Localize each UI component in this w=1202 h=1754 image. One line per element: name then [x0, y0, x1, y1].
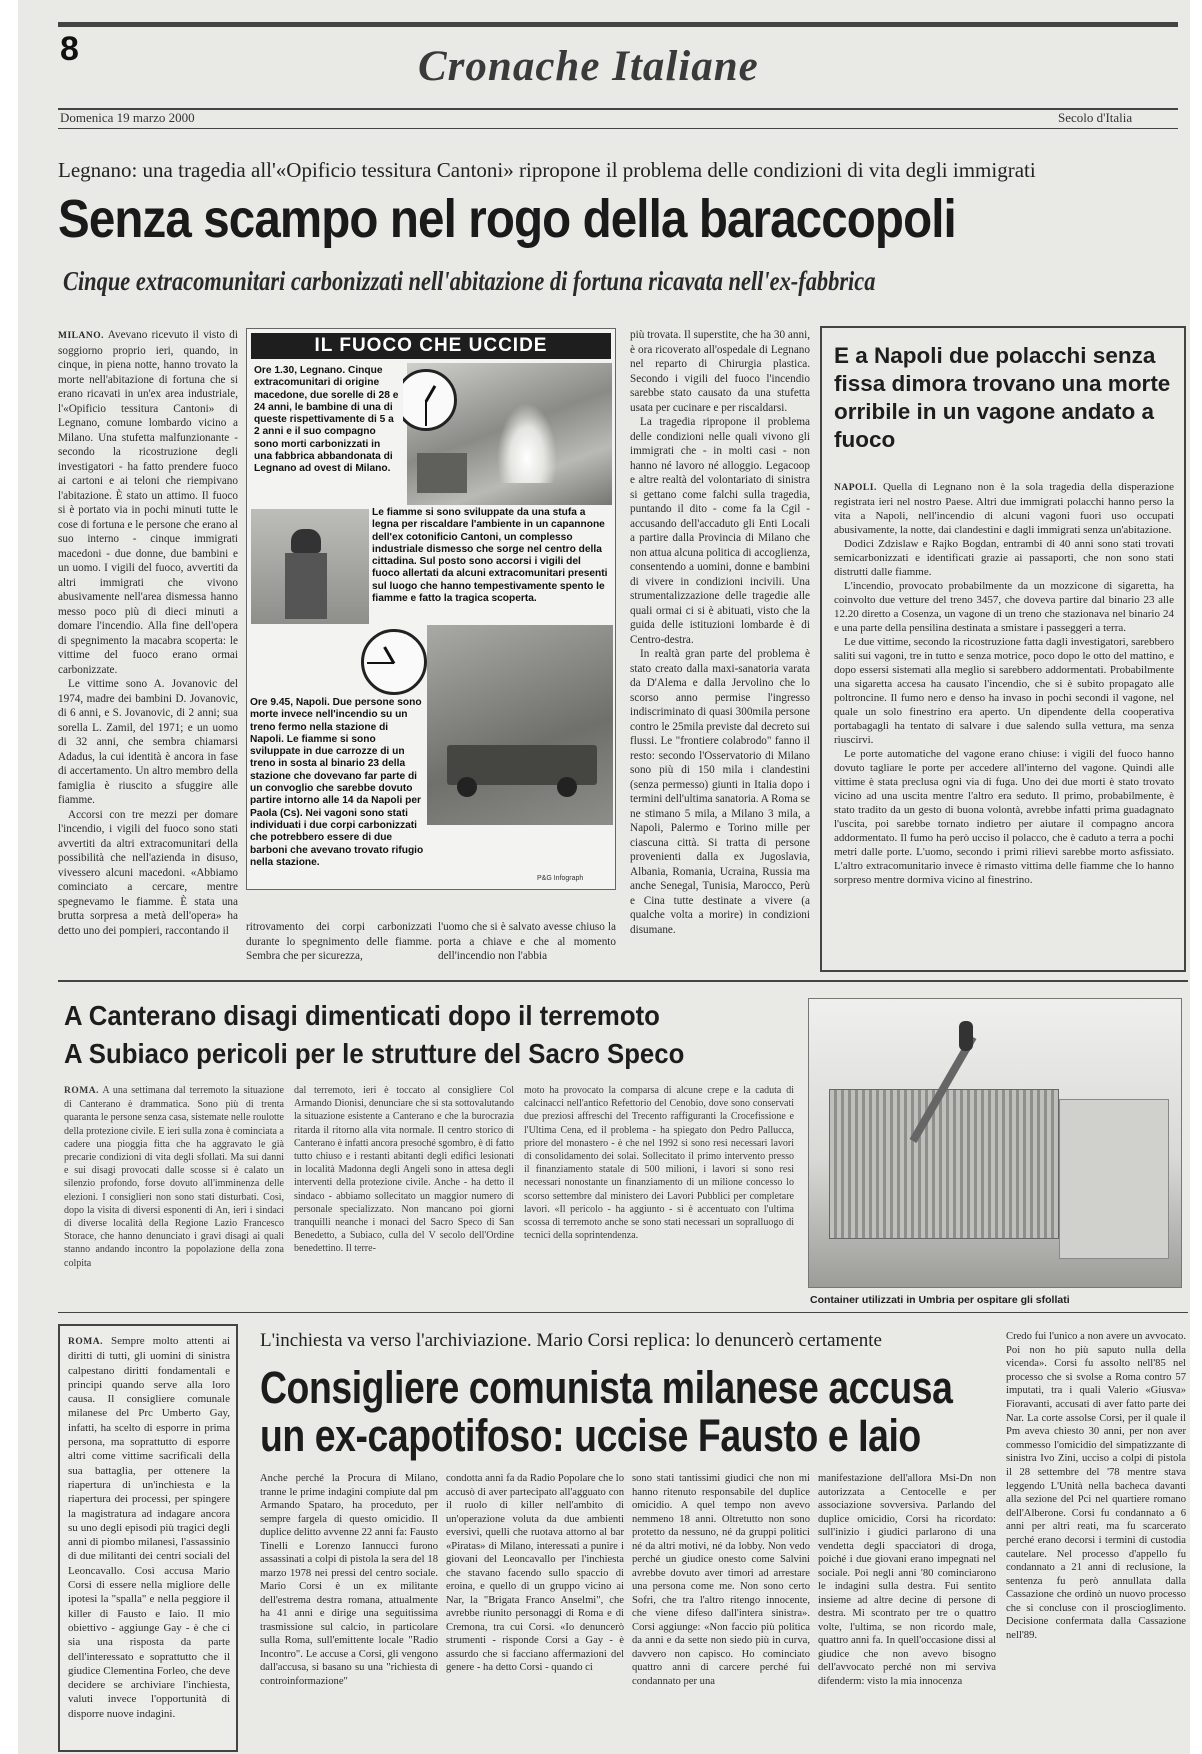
corsi-column-3: sono stati tantissimi giudici che non mi hanno ritenuto responsabile del duplice omicidio. A quel tempo non avevo nemmeno 18 anni. Oltretutto non sono protetto da nessuno, né da gruppi politici né da altri motivi, né da lobby. Non vedo perché un giudice onesto come Salvini avrebbe dovuto aver timori ad arrestare una persona come me. Non sono certo Sofri, che tra l'altro ritengo innocente, che viene difeso dall'intera sinistra». Corsi aggiunge: «Non faccio più politica da anni e da sette non siedo più in curva, davvero non capisco. Ho cominciato quattro anni di carcere perché fui condannato per una: [632, 1473, 810, 1687]
infographic-block-2: Le fiamme si sono sviluppate da una stufa a legna per riscaldare l'ambiente in un capannone dell'ex cotonificio Cantoni, un complesso industriale dismesso che sorge nel centro della cittadina. Sul posto sono accorsi i vigili del fuoco allertati da alcuni extracomunitari presenti sul luogo che hanno tempestivamente spento le fiamme e fatto la tragica scoperta.: [369, 505, 613, 623]
corsi-column-right: Credo fui l'unico a non avere un avvocato. Poi non ho più saputo nulla della vicenda». Corsi fu assolto nell'85 nel processo che si svolse a Roma contro 57 imputati, tra i quali Valerio «Giusva» Fioravanti, accusati di aver fatto parte dei Nar. La corte assolse Corsi, per il quale il Pm aveva chiesto 30 anni, per non aver commesso l'omicidio del simpatizzante di sinistra Ivo Zini, ucciso a colpi di pistola il 28 settembre del '78 mentre stava leggendo L'Unità nella bacheca davanti alla sezione del Pci nel quartiere romano dell'Alberone. Corsi fu condannato a 6 anni per altri reati, ma fu scarcerato perché erano decorsi i termini di custodia cautelare. Nel processo d'appello fu condannato a 21 anni di reclusione, la sentenza fu però annullata dalla Cassazione che ordinò un nuovo processo che si concluse con il proscioglimento. Decisione confermata dalla Cassazione nell'89.: [1006, 1331, 1186, 1642]
lead-col4-text: più trovata. Il superstite, che ha 30 anni, è ora ricoverato all'ospedale di Legnano nel reparto di Chirurgia plastica. Secondo i vigili del fuoco l'incendio sarebbe stato causato da una stufetta usata per cucinare e per riscaldarsi.: [630, 329, 810, 414]
firefighter-illustration: [251, 509, 369, 624]
canterano-headline-1: A Canterano disagi dimenticati dopo il terremoto: [64, 1000, 660, 1031]
lead-col4c-text: In realtà gran parte del problema è stato creato dalla maxi-sanatoria varata da D'Alema e dalla Jervolino che lo scorso anno permise l'ingresso indiscriminato di quasi 300mila persone contro le 25mila previste dal decreto sui flussi. Le "frontiere colabrodo" fanno il resto: secondo l'Osservatorio di Milano sono più di 150 mila i clandestini (senza permesso) giunti in Italia dopo i termini dell'ultima sanatoria. A Roma se ne stimano 5 mila, a Milano 3 mila, a Napoli, Palermo e Torino mille per ciascuna città. Si tratta di persone provenienti dalla ex Jugoslavia, Albania, Romania, Ucraina, Russia ma anche Senegal, Tunisia, Marocco, Perù e Cina tutte destinate a vivere (a qualche volta a morire) in condizioni disumane.: [630, 648, 810, 936]
page-number: 8: [60, 30, 79, 68]
lead-column-1: [58, 328, 238, 964]
lead-headline: Senza scampo nel rogo della baraccopoli: [58, 189, 956, 249]
corsi-column-1: Anche perché la Procura di Milano, tranne le prime indagini compiute dal pm Armando Spataro, ha proceduto, per sempre fargela di questo omicidio. Il duplice delitto avvenne 22 anni fa: Fausto Tinelli e Lorenzo Iannucci furono assassinati a colpi di pistola la sera del 18 marzo 1978 nei pressi del centro sociale. Mario Corsi è un ex militante dell'estrema destra romana, attualmente ha 41 anni e dirige una seguitissima trasmissione sul calcio, in particolare sulla Roma, sull'emittente locale "Radio Incontro". Le accuse a Corsi, gli vengono dall'accusa, si basano su una "richiesta di controinformazione": [260, 1473, 438, 1687]
lead-column-2: ritrovamento dei corpi carbonizzati durante lo spegnimento delle fiamme. Sembra che per sicurezza,: [246, 921, 432, 962]
clock-icon: [361, 629, 427, 695]
helmet-shape: [291, 529, 321, 553]
container-unit: [829, 1089, 1059, 1239]
masthead-rule: [58, 108, 1178, 110]
canterano-c1-text: A una settimana dal terremoto la situazione di Canterano è drammatica. Sono più di trenta quaranta le persone senza casa, sistemate nelle roulotte della protezione civile. E ieri sulla zona è cominciata a cadere una pioggia fitta che ha aggravato le già precarie condizioni di vita degli sfollati. Ma sui danni e sui disagi provocati dalle scosse si è calato un silenzio profondo, forse dovuto all'imminenza delle elezioni. I consiglieri non sono stati disturbati. Così, dopo la visita di diversi esponenti di An, ieri i sindaci di diverse località della Regione Lazio Francesco Storace, che hanno denunciato i gravi disagi ai quali stanno andando incontro la popolazione della zona colpita: [64, 1085, 284, 1269]
top-rule: [58, 22, 1178, 27]
section-rule: [58, 1312, 1188, 1313]
worker-figure: [959, 1021, 973, 1051]
clock-minute-hand: [367, 662, 394, 664]
corsi-dateline: ROMA.: [68, 1337, 103, 1347]
lead-col4b-text: La tragedia ripropone il problema delle condizioni nelle quali vivono gli immigrati che - in molti casi - non hanno né lavoro né alloggio. Legacoop e altre realtà del volontariato di sinistra si gettano come falchi sulla tragedia, puntando il dito - come fa la Cgil - accusando dell'accaduto gli Enti Locali a partire dalla Provincia di Milano che non attua alcuna politica di accoglienza, consentendo a uomini, donne e bambini di vivere in condizioni incivili. Una strumentalizzazione delle tragedie alle quali ormai ci si è abituati, visto che la guida delle istituzioni lombarde è di Centro-destra.: [630, 416, 810, 646]
canterano-headline-2: A Subiaco pericoli per le strutture del Sacro Speco: [64, 1038, 685, 1069]
section-rule: [58, 980, 1188, 982]
napoli-p1: Quella di Legnano non è la sola tragedia della disperazione registrata ieri nel nostro Paese. Altri due immigrati polacchi hanno perso la vita a Napoli, nell'incendio di alcuni vagoni fuori uso occupati abusivamente, la notte, dai clandestini e dagli immigrati senza un'abitazione.: [834, 481, 1174, 536]
canterano-column-1: [64, 1084, 284, 1314]
napoli-p4: Le due vittime, secondo la ricostruzione fatta dagli investigatori, sarebbero saliti sui vagoni, tre in tutto e senza motrice, poco dopo le otto del mattino, e dopo essersi sistemati alla meglio si sarebbero addormentati. Probabilmente una sigaretta accesa ha causato l'incendio, che si è subito propagato alle poltroncine. Il fumo nero e denso ha invaso in pochi secondi il vagone, nel quale un solo finestrino era aperto. Un dipendente della cooperativa portabagagli ha tentato di salvare i due salendo sulla vettura, ma senza riuscirvi.: [834, 636, 1174, 746]
lead-column-4: [630, 328, 810, 964]
lead-kicker: Legnano: una tragedia all'«Opificio tessitura Cantoni» ripropone il problema delle condizioni di vita degli immigrati: [58, 158, 1036, 182]
canterano-column-2: dal terremoto, ieri è toccato al consigliere Col Armando Dionisi, denunciare che si sta sottovalutando la situazione esistente a Canterano e che la burocrazia ritarda il ritorno alla vita normale. Il centro storico di Canterano è infatti ancora presoché sgombro, è di fatto tutto chiuso e i restanti abitanti degli edifici lesionati in località Madonna degli Angeli sono in attesa degli interventi della protezione civile. Anche - ha detto il sindaco - abbiamo sollecitato un maggior numero di personale specializzato. Non mancano poi giorni tranquilli neanche i monaci del Sacro Speco di San Benedetto, a Subiaco, culla del V secolo dell'Ordine benedettino. Il terre-: [294, 1085, 514, 1255]
napoli-dateline: NAPOLI.: [834, 483, 877, 493]
clock-hour-hand: [425, 385, 437, 402]
clock-icon: [395, 369, 457, 431]
napoli-sidebar: [820, 326, 1186, 972]
clock-minute-hand: [425, 401, 427, 426]
section-logo: Cronache Italiane: [418, 43, 759, 90]
corsi-column-4: manifestazione dell'allora Msi-Dn non autorizzata a Centocelle e per associazione sovversiva. Parlando del duplice omicidio, Corsi ha ricordato: sull'inizio i giudici parlarono di una vendetta degli spacciatori di droga, poiché i due giovani erano impegnati nel sociale. Poi negli anni '80 cominciarono le indagini sulla destra. Fui sentito insieme ad altre decine di persone di destra. Mi scontrato per tre o quattro volte, l'ultima, se non ricordo male, quattro anni fa. In quell'occasione dissi al giudice che non avevo bisogno dell'avvocato perché non mi serviva difenderm: visto la mia innocenza: [818, 1473, 996, 1687]
corsi-left-body: Sempre molto attenti ai diritti di tutti, gli uomini di sinistra calpestano diritti fondamentali e principi quando serve alla loro causa. Il consigliere comunale milanese del Prc Umberto Gay, infatti, ha scelto di esporre in prima persona, ma soprattutto di esporre altri come vittime sacrificali della sua battaglia, per ottenere la riapertura di un'inchiesta e la riapertura dei processi, per spingere la magistratura ad indagare ancora su uno degli episodi più tragici degli anni di piombo milanesi, l'assassinio di due militanti dei centri sociali del Leoncavallo. Così accusa Mario Corsi di essere nella migliore delle ipotesi la "spalla" e nella peggiore il killer di Fausto e Iaio. Il mio obiettivo - aggiunge Gay - è che ci sia una risposta da parte dell'interessato e soprattutto che il giudice Clementina Forleo, che deve decidere se archiviare l'inchiesta, valuti invece l'opportunità di disporre nuove indagini.: [68, 1335, 230, 1720]
lead-col1c-text: Accorsi con tre mezzi per domare l'incendio, i vigili del fuoco sono stati avvertiti da altri extracomunitari della possibilità che nell'azienda in disuso, vivessero alcuni macedoni. «Abbiamo cominciato a cercare, mentre spegnevamo le fiamme. È stata una brutta sorpresa a metà dell'opera» ha detto uno dei pompieri, raccontando il: [58, 808, 238, 937]
corsi-column-2: condotta anni fa da Radio Popolare che lo accusò di aver partecipato all'agguato con il ruolo di killer nell'ambito di un'operazione voluta da due ambienti eversivi, quelli che ruotava attorno al bar «Piratas» di Milano, interessati a punire i giovani del Leoncavallo per l'inchiesta che stavano facendo sullo spaccio di eroina, e quello di un gruppo vicino ai Nar, la "Brigata Franco Anselmi", che avrebbe riunito personaggi di Roma e di Cremona, tra cui Corsi. «Io denuncerò strumenti - risponde Corsi a Gay - è assurdo che si facciano affermazioni del genere - ha detto Corsi - quando ci: [446, 1473, 624, 1673]
wheel-shape: [457, 777, 477, 797]
wheel-shape: [557, 777, 577, 797]
train-station-illustration: [427, 625, 613, 825]
napoli-text: [834, 480, 1174, 968]
canterano-dateline: ROMA.: [64, 1086, 99, 1096]
napoli-p5: Le porte automatiche del vagone erano chiuse: i vigili del fuoco hanno dovuto tagliare le porte per accedere all'interno del vagone. Quindi alle vittime è stata preclusa ogni via di fuga. Uno dei due morti è stato trovato vicino ad una uscita mentre l'altro era seduto. Il primo, probabilmente, è stato tradito da un gesto di buona volontà, avrebbe infatti prima guadagnato l'uscita, poi sarebbe tornato indietro per aiutare il compagno ancora addormentato. Il fumo ha però ucciso il polacco, che è caduto a terra a pochi metri dalle porte. L'uomo, secondo i primi rilievi sarebbe morto asfissiato. L'altro extracomunitario invece è rimasto vittima delle fiamme che lo hanno sorpreso mentre dormiva vicino al finestrino.: [834, 748, 1174, 886]
lead-column-3: l'uomo che si è salvato avesse chiuso la porta a chiave e che al momento dell'incendio non l'abbia: [438, 921, 616, 962]
infographic-credit: P&G Infograph: [537, 875, 584, 882]
corsi-headline-2: un ex-capotifoso: uccise Fausto e Iaio: [260, 1410, 921, 1461]
napoli-headline: E a Napoli due polacchi senza fissa dimora trovano una morte orribile in un vagone andato a fuoco: [834, 343, 1171, 452]
issue-date: Domenica 19 marzo 2000: [60, 110, 195, 125]
lead-dateline: MILANO.: [58, 331, 104, 341]
flame-shape: [497, 403, 557, 483]
masthead-rule-thin: [58, 128, 1178, 129]
vehicle-shape: [1059, 1099, 1169, 1259]
lead-col1-text: Avevano ricevuto il visto di soggiorno proprio ieri, quando, in cinque, in piena notte, hanno trovato la morte nell'abitazione di fortuna che si erano ricavati in un'ex area industriale, l'«Opificio tessitura Cantoni» di Legnano, comune lombardo vicino a Milano. Una stufetta malfunzionante - secondo la ricostruzione degli investigatori - ha fatto prendere fuoco ai cartoni e ai teloni che riempivano l'abitazione. È stato un attimo. Il fuoco si è portato via in pochi minuti tutte le cose di fortuna e le persone che erano al suo interno - cinque immigrati macedoni - due donne, due bambini e un uomo. I vigili del fuoco, avvertiti da altri immigrati che vivono abusivamente nell'area dismessa hanno messo poco più di dieci minuti a domare l'incendio. Alla fine dell'opera di spegnimento la macabra scoperta: le vittime del fuoco erano ormai carbonizzate.: [58, 329, 238, 676]
infographic-box: [246, 328, 616, 890]
lead-subheadline: Cinque extracomunitari carbonizzati nell'abitazione di fortuna ricavata nell'ex-fabbrica: [63, 266, 876, 296]
firefighter-body: [285, 553, 327, 619]
newspaper-name: Secolo d'Italia: [1058, 110, 1133, 125]
lead-col1b-text: Le vittime sono A. Jovanovic del 1974, madre dei bambini D. Jovanovic, di 6 anni, e S. Jovanovic, di 2 anni; sua sorella L. Zamil, del 1971; e un uomo di 32 anni, che sembra chiamarsi Adadus, la cui identità è ancora in fase di accertamento. Un altro membro della famiglia è riuscito a sfuggire alle fiamme.: [58, 678, 238, 806]
napoli-p2: Dodici Zdzislaw e Rajko Bogdan, entrambi di 40 anni sono stati trovati semicarbonizzati e identificati grazie ai passaporti, che non sono stati distrutti dalle fiamme.: [834, 538, 1174, 578]
window-shape: [417, 453, 467, 493]
newspaper-page: [18, 0, 1190, 1754]
corsi-headline-1: Consigliere comunista milanese accusa: [260, 1362, 953, 1413]
corsi-left-box: [58, 1324, 238, 1752]
container-photo: [808, 998, 1182, 1288]
infographic-title: IL FUOCO CHE UCCIDE: [251, 333, 611, 359]
photo-caption: Container utilizzati in Umbria per ospitare gli sfollati: [810, 1294, 1070, 1306]
infographic-block-1: Ore 1.30, Legnano. Cinque extracomunitari di origine macedone, due sorelle di 28 e 24 anni, le bambine di una di queste rispettivamente di 5 a 2 anni e il suo compagno sono morti carbonizzati in una fabbrica abbandonata di Legnano ad ovest di Milano.: [251, 363, 403, 505]
corsi-kicker: L'inchiesta va verso l'archiviazione. Mario Corsi replica: lo denuncerò certamente: [260, 1330, 882, 1351]
corsi-left-text: [68, 1334, 230, 1748]
infographic-block-3: Ore 9.45, Napoli. Due persone sono morte invece nell'incendio su un treno fermo nella stazione di Napoli. Le fiamme si sono sviluppate in due carrozze di un treno in sosta al binario 23 della stazione che dovevano far parte di un convoglio che sarebbe dovuto partire intorno alle 14 da Napoli per Paola (Cs). Nei vagoni sono stati individuati i due corpi carbonizzati che potrebbero essere di due barboni che avevano trovato rifugio nella stazione.: [247, 695, 427, 829]
napoli-p3: L'incendio, provocato probabilmente da un mozzicone di sigaretta, ha coinvolto due vetture del treno 3457, che doveva partire dal binario 23 alle 12.20 diretto a Cosenza, un vagone di un treno che stazionava nel binario 24 e una parte della pensilina destinata a smistare i passeggeri a terra.: [834, 580, 1174, 634]
canterano-column-3: moto ha provocato la comparsa di alcune crepe e la caduta di calcinacci nell'antico Refettorio del Cenobio, dove sono conservati due preziosi affreschi del Trecento raffiguranti la Crocefissione e l'Ultima Cena, ed il problema - ha spiegato don Pedro Pallucca, priore del monastero - è che nel 1992 si sono resi necessari lavori di consolidamento dei solai. Sollecitato il primo intervento presso il finanziamento statale di 500 milioni, i lavori si sono resi necessari nonostante un finanziamento di un milione concesso lo scorso settembre dal ministero dei Lavori Pubblici per completare lavori. «Il pericolo - ha aggiunto - si è accentuato con l'ultima scossa di terremoto anche se sono stati necessari un sopralluogo di tecnici della soprintendenza.: [524, 1085, 794, 1242]
